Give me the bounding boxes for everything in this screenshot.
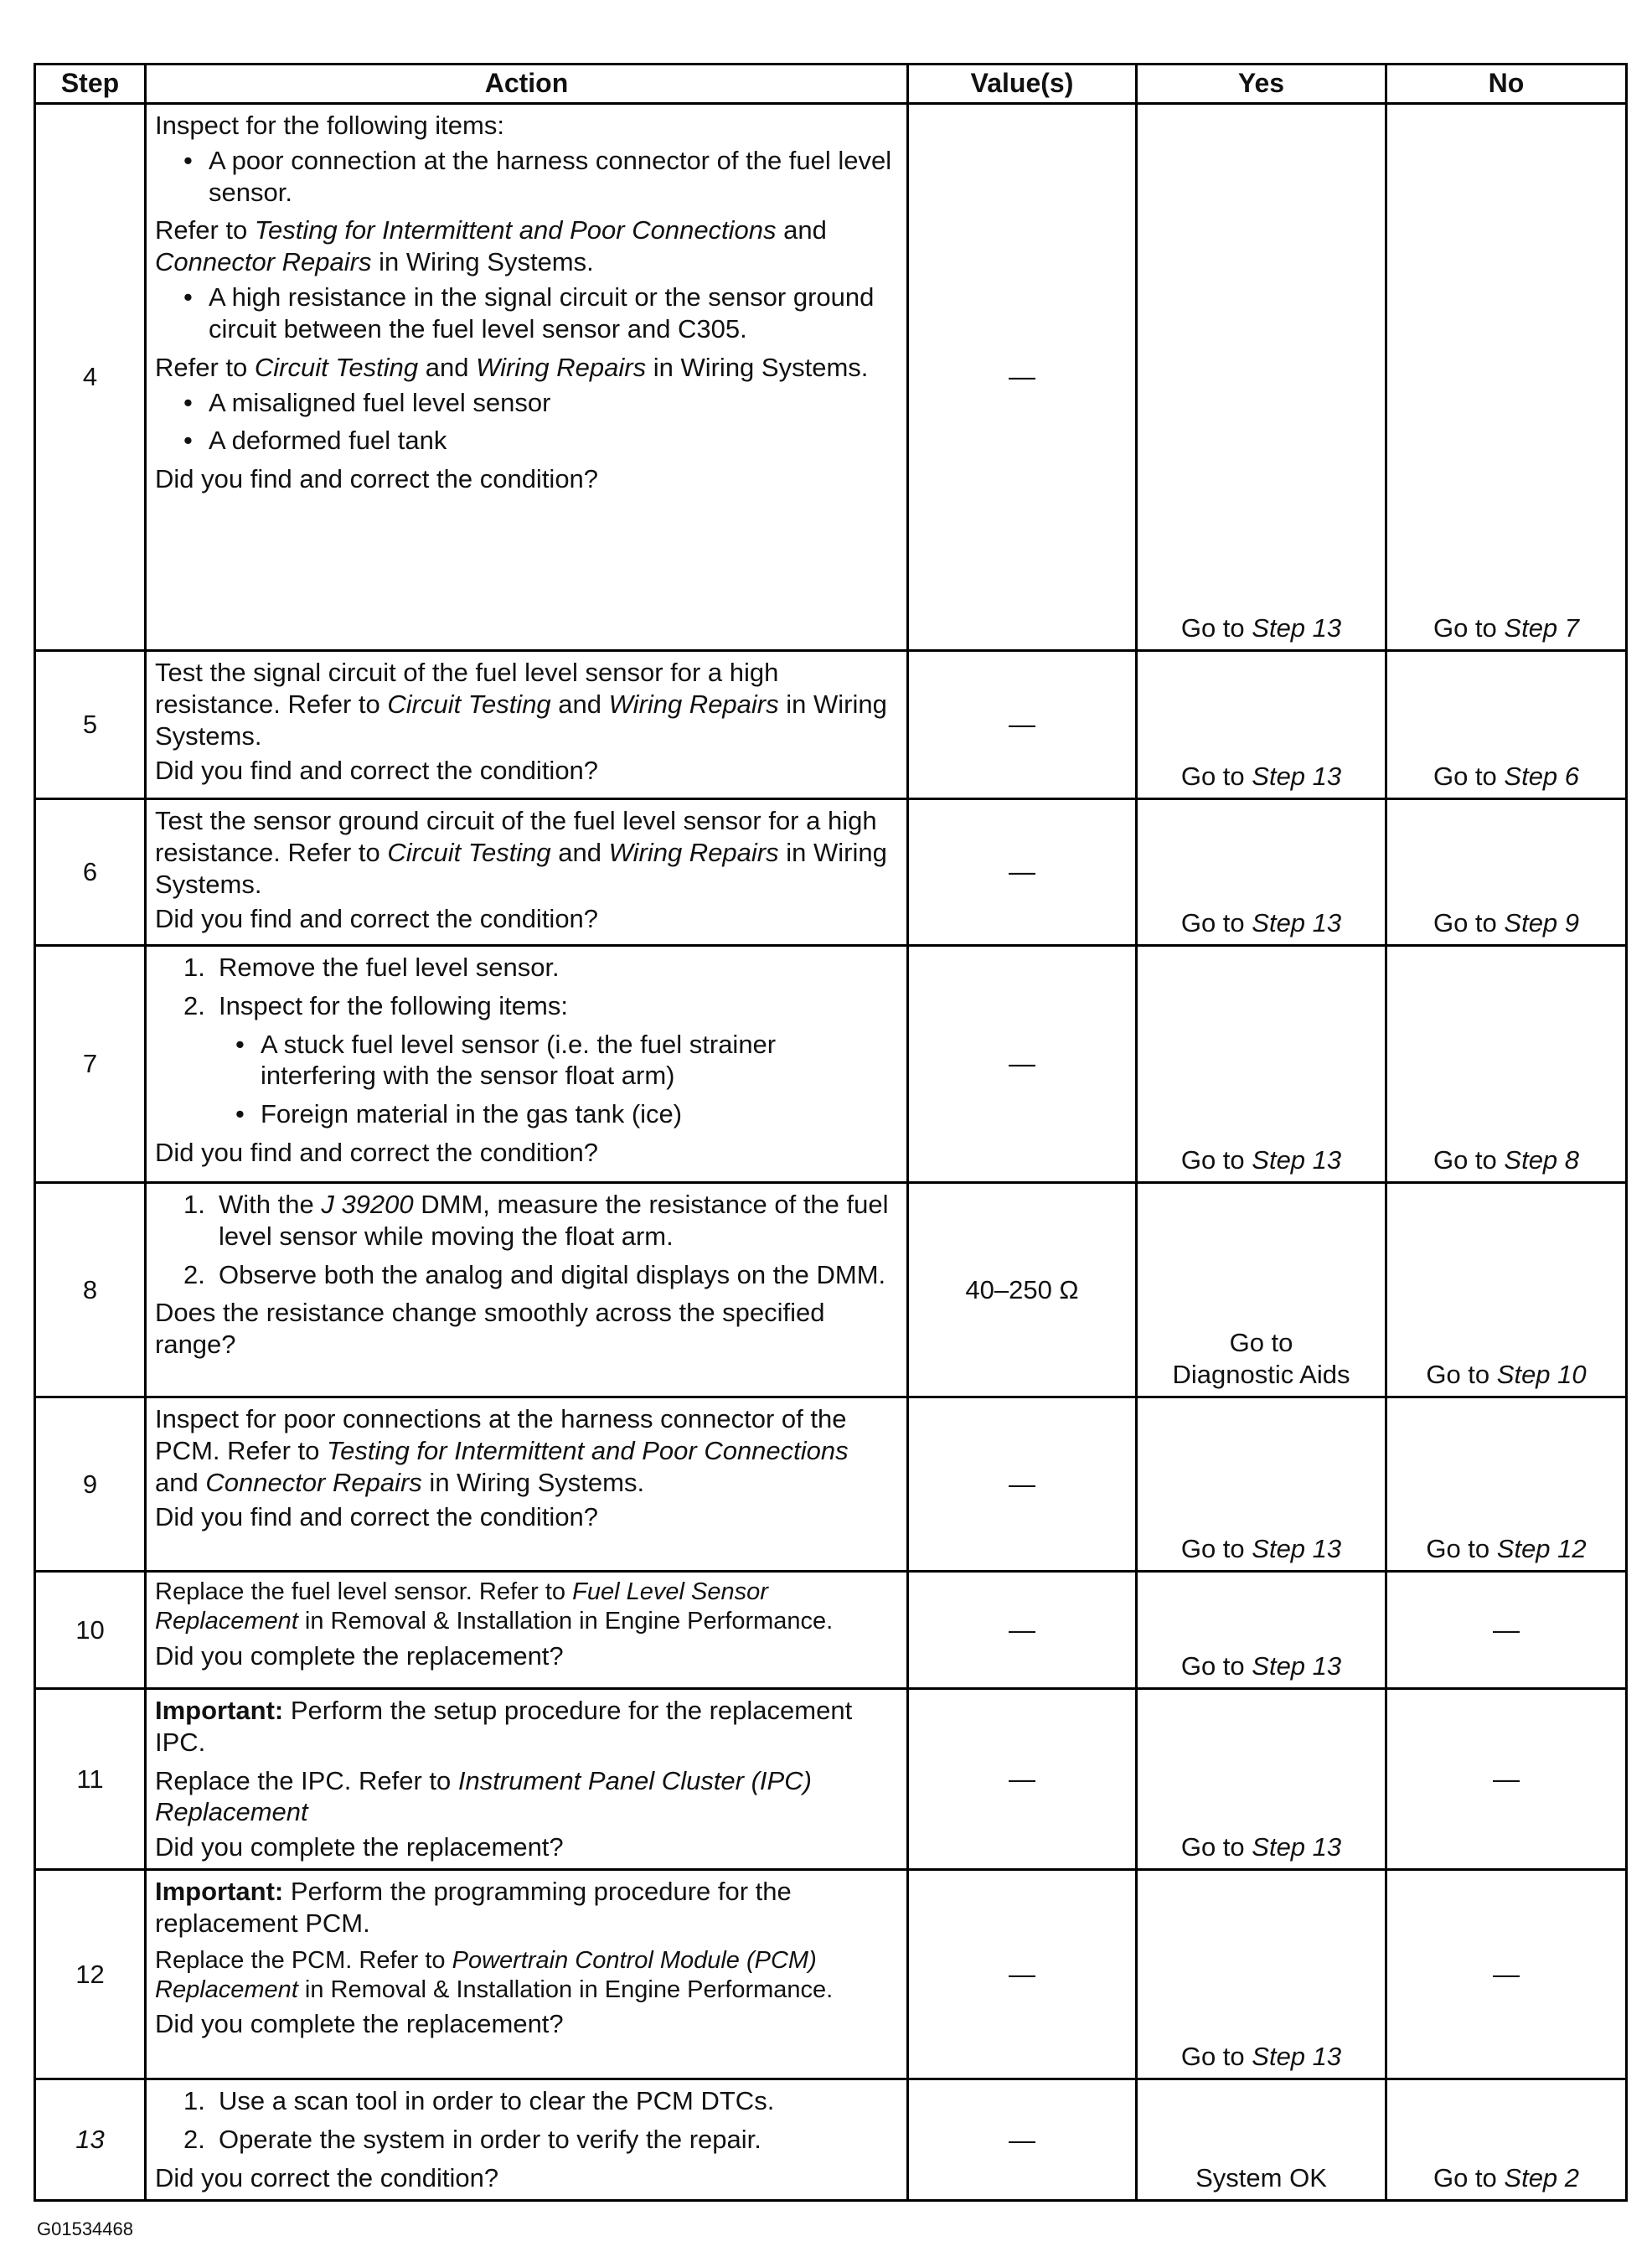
- action-cell: [146, 104, 908, 651]
- list-item: 2. Operate the system in order to verify the repair.: [219, 2124, 898, 2156]
- yes-cell: System OK: [1137, 2079, 1386, 2201]
- step-link: Step 9: [1504, 908, 1580, 938]
- dash-placeholder: —: [1493, 1614, 1520, 1645]
- step-link: Step 13: [1252, 2042, 1342, 2072]
- dash-placeholder: —: [1009, 1959, 1035, 1990]
- action-question: Did you find and correct the condition?: [155, 904, 599, 934]
- list-item: 1. With the J 39200 DMM, measure the resistance of the fuel level sensor while moving the float arm.: [219, 1189, 898, 1252]
- numbered-list: [155, 2085, 898, 2156]
- step-number: 9: [35, 1397, 146, 1572]
- yes-cell: Go to Step 13: [1137, 1397, 1386, 1572]
- value-cell: [908, 1689, 1137, 1870]
- dash-placeholder: —: [1493, 1764, 1520, 1795]
- numbered-list: [155, 1189, 898, 1290]
- table-header-row: [35, 65, 1627, 104]
- header-no: No: [1386, 65, 1627, 104]
- action-cell: [146, 1572, 908, 1689]
- action-question: Did you find and correct the condition?: [155, 1502, 599, 1532]
- dash-placeholder: —: [1009, 709, 1035, 740]
- header-yes: Yes: [1137, 65, 1386, 104]
- list-item: • A misaligned fuel level sensor: [209, 387, 898, 419]
- step-link: Step 6: [1504, 762, 1580, 792]
- reference-text: Refer to Circuit Testing and Wiring Repairs in Wiring Systems.: [155, 352, 869, 382]
- action-cell: [146, 651, 908, 799]
- yes-cell: Go to Step 13: [1137, 799, 1386, 946]
- header-step: Step: [35, 65, 146, 104]
- table-row-step-10: [35, 1572, 1627, 1689]
- table-row-step-12: [35, 1870, 1627, 2079]
- no-cell: Go to Step 10: [1386, 1183, 1627, 1397]
- bullet-list: [219, 1029, 898, 1130]
- step-link: Step 7: [1504, 613, 1580, 643]
- action-text: Inspect for poor connections at the harness connector of the PCM. Refer to Testing for Intermittent and Poor Connections and Connector Repairs in Wiring Systems.: [155, 1404, 849, 1497]
- value-cell: [908, 799, 1137, 946]
- list-item: • A stuck fuel level sensor (i.e. the fuel strainer interfering with the sensor float arm): [261, 1029, 898, 1092]
- action-text: Replace the IPC. Refer to Instrument Panel Cluster (IPC) Replacement: [155, 1765, 812, 1827]
- action-cell: [146, 946, 908, 1183]
- dash-placeholder: —: [1009, 1764, 1035, 1795]
- step-link: Step 13: [1252, 908, 1342, 938]
- dash-placeholder: —: [1009, 1048, 1035, 1079]
- bullet-list: [155, 387, 898, 457]
- bullet-list: [155, 145, 898, 209]
- step-number: 12: [35, 1870, 146, 2079]
- table-row-step-8: [35, 1183, 1627, 1397]
- value-cell: [908, 1572, 1137, 1689]
- table-row-step-9: [35, 1397, 1627, 1572]
- list-item: • A poor connection at the harness connector of the fuel level sensor.: [209, 145, 898, 209]
- no-cell: [1386, 1689, 1627, 1870]
- action-text: Test the sensor ground circuit of the fuel level sensor for a high resistance. Refer to Circuit Testing and Wiring Repairs in Wiring Systems.: [155, 806, 887, 899]
- list-item: 1. Remove the fuel level sensor.: [219, 952, 898, 984]
- yes-cell: Go to Step 13: [1137, 651, 1386, 799]
- yes-cell: Go to Step 13: [1137, 1870, 1386, 2079]
- no-cell: Go to Step 2: [1386, 2079, 1627, 2201]
- step-number: 8: [35, 1183, 146, 1397]
- action-question: Does the resistance change smoothly across the specified range?: [155, 1298, 825, 1360]
- action-cell: [146, 1397, 908, 1572]
- value-cell: [908, 2079, 1137, 2201]
- yes-cell: Go to Diagnostic Aids: [1137, 1183, 1386, 1397]
- step-link: Step 13: [1252, 762, 1342, 792]
- table-row-step-5: [35, 651, 1627, 799]
- dash-placeholder: —: [1009, 1468, 1035, 1499]
- value-cell: [908, 1183, 1137, 1397]
- action-question: Did you complete the replacement?: [155, 1832, 564, 1862]
- header-action: Action: [146, 65, 908, 104]
- step-link: Step 13: [1252, 1145, 1342, 1175]
- step-link: Step 13: [1252, 1534, 1342, 1564]
- action-cell: [146, 1689, 908, 1870]
- list-item: 2. Inspect for the following items: • A stuck fuel level sensor (i.e. the fuel strainer interfering with the sensor float arm) • Foreign material in the gas tank (ice): [219, 990, 898, 1130]
- list-item: • A deformed fuel tank: [209, 425, 898, 457]
- diagnostic-table: [34, 63, 1628, 2202]
- important-note: Important: Perform the programming procedure for the replacement PCM.: [155, 1877, 792, 1938]
- table-row-step-7: [35, 946, 1627, 1183]
- reference-text: Refer to Testing for Intermittent and Poor Connections and Connector Repairs in Wiring Systems.: [155, 215, 827, 277]
- action-question: Did you find and correct the condition?: [155, 1138, 599, 1168]
- step-number: 11: [35, 1689, 146, 1870]
- no-cell: Go to Step 12: [1386, 1397, 1627, 1572]
- bullet-list: [155, 281, 898, 345]
- value-cell: [908, 1870, 1137, 2079]
- no-cell: Go to Step 7: [1386, 104, 1627, 651]
- step-link: Step 13: [1252, 1651, 1342, 1681]
- action-text: Test the signal circuit of the fuel level sensor for a high resistance. Refer to Circuit Testing and Wiring Repairs in Wiring Systems.: [155, 658, 887, 751]
- table-row-step-4: [35, 104, 1627, 651]
- no-cell: Go to Step 8: [1386, 946, 1627, 1183]
- step-number: 13: [35, 2079, 146, 2201]
- no-cell: Go to Step 6: [1386, 651, 1627, 799]
- header-values: Value(s): [908, 65, 1137, 104]
- action-cell: [146, 799, 908, 946]
- numbered-list: [155, 952, 898, 1130]
- table-row-step-11: [35, 1689, 1627, 1870]
- dash-placeholder: —: [1009, 856, 1035, 887]
- step-link: Step 10: [1496, 1360, 1587, 1390]
- step-number: 10: [35, 1572, 146, 1689]
- step-link: Step 13: [1252, 613, 1342, 643]
- no-cell: Go to Step 9: [1386, 799, 1627, 946]
- value-cell: [908, 946, 1137, 1183]
- action-intro: Inspect for the following items:: [155, 111, 504, 140]
- step-link: Step 12: [1496, 1534, 1587, 1564]
- no-cell: [1386, 1870, 1627, 2079]
- list-item: • Foreign material in the gas tank (ice): [261, 1098, 898, 1130]
- action-question: Did you find and correct the condition?: [155, 756, 599, 786]
- value-cell: [908, 651, 1137, 799]
- no-cell: [1386, 1572, 1627, 1689]
- value-cell: [908, 104, 1137, 651]
- action-question: Did you find and correct the condition?: [155, 464, 599, 494]
- dash-placeholder: —: [1009, 361, 1035, 392]
- list-item: 2. Observe both the analog and digital displays on the DMM.: [219, 1259, 898, 1291]
- dash-placeholder: —: [1009, 1614, 1035, 1645]
- action-cell: [146, 2079, 908, 2201]
- step-link: Step 2: [1504, 2163, 1580, 2193]
- step-number: 4: [35, 104, 146, 651]
- list-item: 1. Use a scan tool in order to clear the PCM DTCs.: [219, 2085, 898, 2117]
- action-text: Replace the PCM. Refer to Powertrain Control Module (PCM) Replacement in Removal & Installation in Engine Performance.: [155, 1946, 834, 2004]
- action-question: Did you complete the replacement?: [155, 1640, 564, 1671]
- yes-cell: Go to Step 13: [1137, 1572, 1386, 1689]
- step-number: 7: [35, 946, 146, 1183]
- yes-cell: Go to Step 13: [1137, 104, 1386, 651]
- resistance-range: 40–250 Ω: [965, 1274, 1079, 1304]
- step-link: Step 8: [1504, 1145, 1580, 1175]
- step-number: 5: [35, 651, 146, 799]
- action-cell: [146, 1183, 908, 1397]
- dash-placeholder: —: [1009, 2124, 1035, 2155]
- step-link: Step 13: [1252, 1832, 1342, 1862]
- value-cell: [908, 1397, 1137, 1572]
- important-note: Important: Perform the setup procedure for the replacement IPC.: [155, 1696, 853, 1757]
- yes-cell: Go to Step 13: [1137, 1689, 1386, 1870]
- list-item: • A high resistance in the signal circuit or the sensor ground circuit between the fuel level sensor and C305.: [209, 281, 898, 345]
- action-cell: [146, 1870, 908, 2079]
- table-row-step-6: [35, 799, 1627, 946]
- action-question: Did you complete the replacement?: [155, 2009, 564, 2039]
- action-text: Replace the fuel level sensor. Refer to Fuel Level Sensor Replacement in Removal & Installation in Engine Performance.: [155, 1578, 834, 1635]
- action-question: Did you correct the condition?: [155, 2162, 499, 2192]
- table-row-step-13: [35, 2079, 1627, 2201]
- yes-cell: Go to Step 13: [1137, 946, 1386, 1183]
- step-number: 6: [35, 799, 146, 946]
- figure-id: G01534468: [37, 2218, 133, 2239]
- dash-placeholder: —: [1493, 1959, 1520, 1990]
